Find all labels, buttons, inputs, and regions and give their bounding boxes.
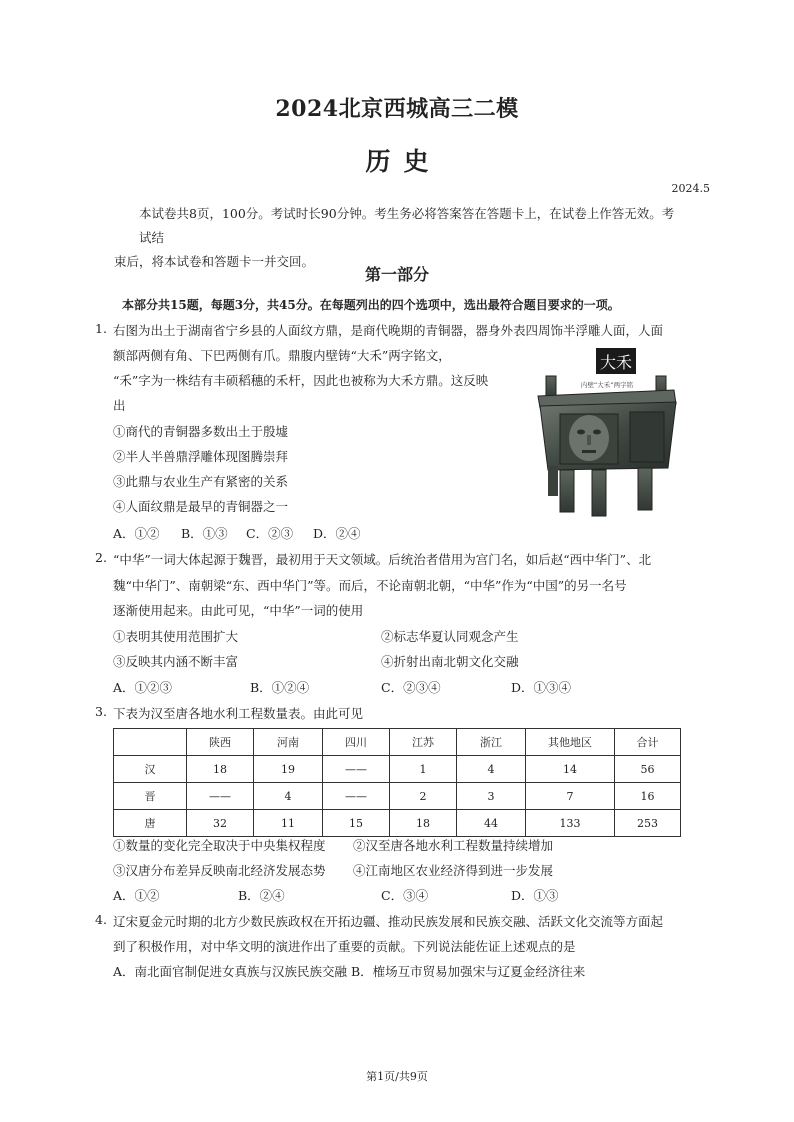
- table-cell: 4: [457, 756, 526, 783]
- table-cell: 4: [254, 783, 323, 810]
- table-cell: 3: [457, 783, 526, 810]
- question-text: 逐渐使用起来。由此可见，“中华”一词的使用: [113, 603, 364, 618]
- question-text: 辽宋夏金元时期的北方少数民族政权在开拓边疆、推动民族发展和民族交融、活跃文化交流等方面起: [113, 914, 664, 929]
- option-c: C．②③: [246, 526, 294, 541]
- table-cell: 133: [526, 810, 615, 837]
- subject-char-1: 历: [365, 147, 391, 176]
- option-c: C．②③④: [381, 680, 441, 695]
- answer-options: A．南北面官制促进女真族与汉族民族交融 B．榷场互市贸易加强宋与辽夏金经济往来: [113, 964, 586, 979]
- table-cell: 32: [187, 810, 254, 837]
- question-number: 4.: [95, 912, 107, 927]
- section-instruction: 本部分共15题，每题3分，共45分。在每题列出的四个选项中，选出最符合题目要求的一项。: [122, 298, 620, 312]
- table-cell: ——: [187, 783, 254, 810]
- statement-item: ④人面纹鼎是最早的青铜器之一: [113, 499, 289, 514]
- table-header-row: [114, 729, 681, 756]
- statement-item: ④江南地区农业经济得到进一步发展: [353, 863, 554, 878]
- option-a: A．①②: [113, 888, 160, 903]
- table-row: [114, 783, 681, 810]
- table-cell: 14: [526, 756, 615, 783]
- table-header-cell: [114, 729, 187, 756]
- option-a: A．①②③: [113, 680, 173, 695]
- table-cell: 19: [254, 756, 323, 783]
- section-title: 第一部分: [364, 265, 429, 284]
- subject-char-2: 史: [403, 147, 429, 176]
- table-cell: 253: [615, 810, 681, 837]
- answer-options: [0, 886, 794, 906]
- question-text: 到了积极作用，对中华文明的演进作出了重要的贡献。下列说法能佐证上述观点的是: [113, 939, 576, 954]
- statement-item: ①数量的变化完全取决于中央集权程度: [113, 838, 326, 853]
- table-cell: 7: [526, 783, 615, 810]
- table-cell: 18: [390, 810, 457, 837]
- question-text: 出: [113, 398, 126, 413]
- statement-item: ②汉至唐各地水利工程数量持续增加: [353, 838, 554, 853]
- intro-line: 束后，将本试卷和答题卡一并交回。: [114, 254, 315, 269]
- table-header-cell: 江苏: [390, 729, 457, 756]
- table-cell: 1: [390, 756, 457, 783]
- subject-title: [0, 142, 794, 178]
- option-c: C．③④: [381, 888, 429, 903]
- table-cell: 2: [390, 783, 457, 810]
- question-text: “禾”字为一株结有丰硕稻穗的禾杆，因此也被称为大禾方鼎。这反映: [113, 373, 489, 388]
- question-text: 右图为出土于湖南省宁乡县的人面纹方鼎，是商代晚期的青铜器，器身外表四周饰半浮雕人面，人面: [113, 323, 664, 338]
- statement-item: ③反映其内涵不断丰富: [113, 654, 239, 669]
- statement-item: ②标志华夏认同观念产生: [381, 629, 519, 644]
- answer-options: [0, 678, 794, 698]
- statement-item: ①商代的青铜器多数出土于殷墟: [113, 424, 289, 439]
- question-text: “中华”一词大体起源于魏晋，最初用于天文领域。后统治者借用为宫门名，如后赵“西中华门”、北: [113, 552, 652, 567]
- option-b: B．①③: [181, 526, 228, 541]
- table-cell: 汉: [114, 756, 187, 783]
- table-cell: 11: [254, 810, 323, 837]
- question-text: 额部两侧有角、下巴两侧有爪。鼎腹内壁铸“大禾”两字铭文，: [113, 348, 451, 363]
- option-d: D．①③④: [511, 680, 572, 695]
- table-row: [114, 810, 681, 837]
- option-a: A．①②: [113, 526, 160, 541]
- answer-options: [0, 524, 794, 544]
- bronze-ding-image: [534, 346, 680, 520]
- question-number: 3.: [95, 704, 107, 719]
- table-cell: 晋: [114, 783, 187, 810]
- table-cell: ——: [323, 783, 390, 810]
- intro-line: 本试卷共8页，100分。考试时长90分钟。考生务必将答案答在答题卡上，在试卷上作答无效。考试结: [139, 206, 675, 245]
- page-title: 2024北京西城高三二模: [275, 96, 519, 122]
- option-d: D．①③: [511, 888, 559, 903]
- question-number: 2.: [95, 550, 107, 565]
- table-cell: 18: [187, 756, 254, 783]
- table-cell: 唐: [114, 810, 187, 837]
- svg-text:内壁“大禾”两字铭: 内壁“大禾”两字铭: [580, 381, 634, 389]
- table-header-cell: 陕西: [187, 729, 254, 756]
- table-header-cell: 浙江: [457, 729, 526, 756]
- option-b: B．①②④: [250, 680, 310, 695]
- table-cell: 44: [457, 810, 526, 837]
- page-number: 第1页/共9页: [366, 1070, 428, 1083]
- question-text: 下表为汉至唐各地水利工程数量表。由此可见: [113, 706, 364, 721]
- table-cell: 15: [323, 810, 390, 837]
- svg-text:大禾: 大禾: [599, 353, 633, 372]
- option-b: B．②④: [238, 888, 285, 903]
- statement-item: ④折射出南北朝文化交融: [381, 654, 519, 669]
- table-cell: 16: [615, 783, 681, 810]
- table-row: [114, 756, 681, 783]
- statement-item: ②半人半兽鼎浮雕体现图腾崇拜: [113, 449, 289, 464]
- water-project-table: [113, 728, 681, 837]
- table-cell: 56: [615, 756, 681, 783]
- statement-item: ①表明其使用范围扩大: [113, 629, 239, 644]
- table-header-cell: 四川: [323, 729, 390, 756]
- table-header-cell: 合计: [615, 729, 681, 756]
- table-cell: ——: [323, 756, 390, 783]
- option-d: D．②④: [313, 526, 361, 541]
- statement-item: ③此鼎与农业生产有紧密的关系: [113, 474, 289, 489]
- exam-date: 2024.5: [671, 182, 710, 195]
- question-number: 1.: [95, 321, 107, 336]
- statement-item: ③汉唐分布差异反映南北经济发展态势: [113, 863, 326, 878]
- table-header-cell: 河南: [254, 729, 323, 756]
- question-text: 魏“中华门”、南朝梁“东、西中华门”等。而后，不论南朝北朝，“中华”作为“中国”的另一名号: [113, 578, 627, 593]
- table-header-cell: 其他地区: [526, 729, 615, 756]
